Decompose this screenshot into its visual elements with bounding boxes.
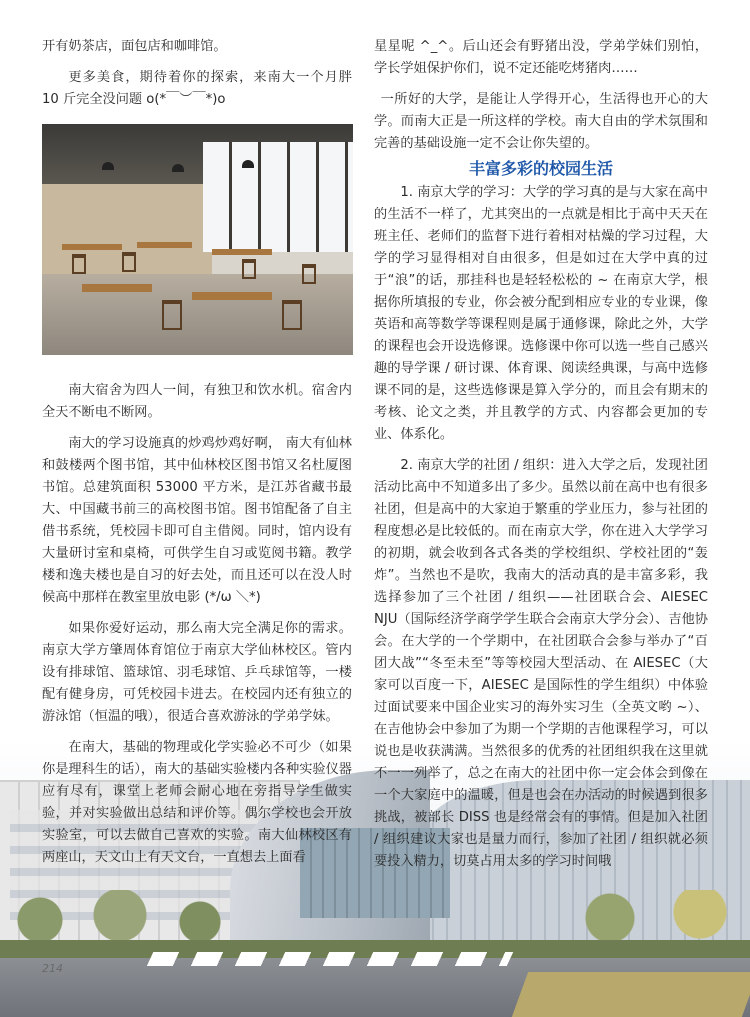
photo-lawn xyxy=(512,972,750,1017)
paragraph-sports: 如果你爱好运动，那么南大完全满足你的需求。南京大学方肇周体育馆位于南京大学仙林校区。管内设有排球馆、篮球馆、羽毛球馆、乒乓球馆等，一楼配有健身房，可凭校园卡进去。在校园内还有独立的游泳馆（恒温的哦），很适合喜欢游泳的学弟学妹。 xyxy=(42,621,352,724)
table-shape xyxy=(212,249,272,255)
table-shape xyxy=(137,242,192,248)
paragraph-continued: 星星呢 ^_^。后山还会有野猪出没，学弟学妹们别怕，学长学姐保护你们，说不定还能吃烤猪肉…… xyxy=(374,39,708,76)
chair-shape xyxy=(162,300,182,330)
chair-shape xyxy=(72,254,86,274)
left-column-bottom xyxy=(42,380,352,878)
lamp-icon xyxy=(102,162,114,170)
table-shape xyxy=(82,284,152,292)
paragraph-dorm: 南大宿舍为四人一间，有独卫和饮水机。宿舍内全天不断电不断网。 xyxy=(42,383,352,420)
chair-shape xyxy=(282,300,302,330)
table-shape xyxy=(62,244,122,250)
photo-crosswalk xyxy=(147,952,514,966)
table-shape xyxy=(192,292,272,300)
chair-shape xyxy=(122,252,136,272)
paragraph-study: 1. 南京大学的学习：大学的学习真的是与大家在高中的生活不一样了，尤其突出的一点就是相比于高中天天在班主任、老师们的监督下进行着相对枯燥的学习过程，大学的学习显得相对自由很多，但是如过在大学中真的过于“浪”的话，那挂科也是轻轻松松的 ~ 在南京大学，根据你所填报的专业，你会被分配到相应专业的专业课，像英语和高等数学等课程则是属于通修课，除此之外，大学的课程也会开设选修课。选修课中你可以选一些自己感兴趣的导学课 / 研讨课、体育课、阅读经典课，与高中选修课不同的是，这些选修课是算入学分的，而且会有期末的考核、论文之类，并且教学的方式、内容都会更加的专业、体系化。 xyxy=(374,185,708,442)
cafeteria-photo xyxy=(42,124,353,355)
left-column-top xyxy=(42,36,352,120)
lamp-icon xyxy=(242,160,254,168)
paragraph-food: 更多美食，期待着你的探索，来南大一个月胖 10 斤完全没问题 o(*￣︶￣*)o xyxy=(42,70,352,107)
paragraph-lab: 在南大，基础的物理或化学实验必不可少（如果你是理科生的话），南大的基础实验楼内各种实验仪器应有尽有，课堂上老师会耐心地在旁指导学生做实验，并对实验做出总结和评价等。偶尔学校也会开放实验室，可以去做自己喜欢的实验。南大仙林校区有两座山，天文山上有天文台，一直想去上面看 xyxy=(42,740,352,865)
section-heading: 丰富多彩的校园生活 xyxy=(468,159,613,178)
right-column-body xyxy=(374,182,708,882)
right-column-top xyxy=(374,36,708,164)
photo-window xyxy=(203,142,353,252)
chair-shape xyxy=(242,259,256,279)
paragraph-shops: 开有奶茶店，面包店和咖啡馆。 xyxy=(42,39,227,54)
page-number: 214 xyxy=(42,962,63,975)
paragraph-library: 南大的学习设施真的炒鸡炒鸡好啊， 南大有仙林和鼓楼两个图书馆，其中仙林校区图书馆又名杜厦图书馆。总建筑面积 53000 平方米，是江苏省藏书最大、中国藏书前三的高校图书馆。图书馆配备了自主借书系统，凭校园卡即可自主借阅。同时，馆内设有大量研讨室和桌椅，可供学生自习或览阅书籍。教学楼和逸夫楼也是自习的好去处，而且还可以在没人时候高中那样在教室里放电影 (*/ω ＼*) xyxy=(42,436,352,605)
paragraph-clubs: 2. 南京大学的社团 / 组织：进入大学之后，发现社团活动比高中不知道多出了多少。虽然以前在高中也有很多社团，但是高中的大家迫于繁重的学业压力，参与社团的程度想必是比较低的。而在南京大学，你在进入大学学习的初期，就会收到各式各类的学校组织、学校社团的“轰炸”。当然也不是吹，我南大的活动真的是丰富多彩，我选择参加了三个社团 / 组织——社团联合会、AIESEC NJU（国际经济学商学学生联合会南京大学分会）、吉他协会。在大学的一个学期中，在社团联合会参与举办了“百团大战”“冬至未至”等等校园大型活动、在 AIESEC（大家可以百度一下，AIESEC 是国际性的学生组织）中体验过面试要来中国企业实习的海外实习生（全英文哟 ~）、在吉他协会中参加了为期一个学期的吉他课程学习，可以说也是收获满满。当然很多的优秀的社团组织我在这里就不一一列举了，总之在南大的社团中你一定会体会到像在一个大家庭中的温暖，但是也会在办活动的时候遇到很多挑战，被部长 DISS 也是经常会有的事情。但是加入社团 / 组织建议大家也是量力而行，参加了社团 / 组织就必须要投入精力，切莫占用太多的学习时间哦 xyxy=(374,458,708,869)
paragraph-summary: 一所好的大学，是能让人学得开心，生活得也开心的大学。而南大正是一所这样的学校。南大自由的学术氛围和完善的基础设施一定不会让你失望的。 xyxy=(374,92,708,151)
chair-shape xyxy=(302,264,316,284)
lamp-icon xyxy=(172,164,184,172)
